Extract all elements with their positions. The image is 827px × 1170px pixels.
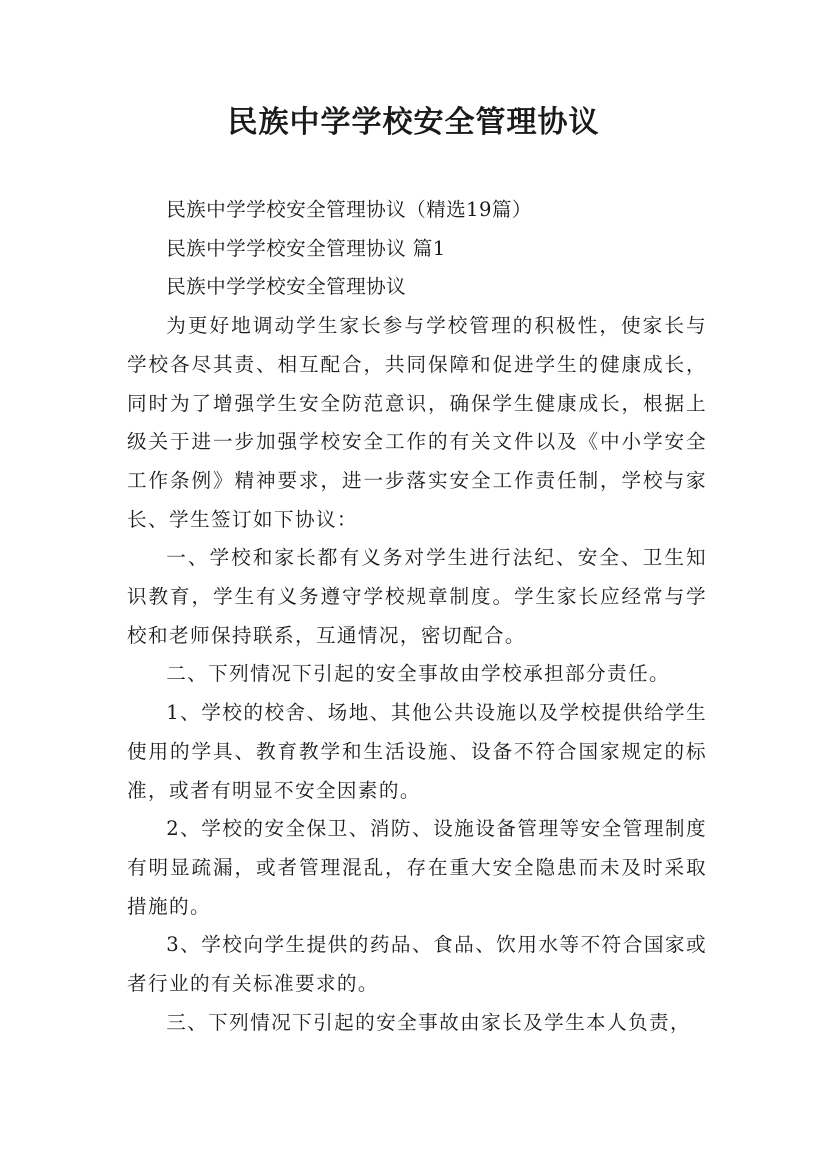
paragraph-clause-3: 三、下列情况下引起的安全事故由家长及学生本人负责， [166, 1010, 692, 1034]
paragraph-clause-2: 二、下列情况下引起的安全事故由学校承担部分责任。 [166, 662, 671, 686]
paragraph-agreement-name: 民族中学学校安全管理协议 [166, 275, 407, 299]
paragraph-clause-2-item-3: 3、学校向学生提供的药品、食品、饮用水等不符合国家或者行业的有关标准要求的。 [127, 933, 707, 996]
paragraph-clause-2-item-1: 1、学校的校舍、场地、其他公共设施以及学校提供给学生使用的学具、教育教学和生活设施、设备不符合国家规定的标准，或者有明显不安全因素的。 [127, 701, 707, 802]
paragraph-subtitle: 民族中学学校安全管理协议（精选19篇） [166, 198, 532, 221]
paragraph-clause-1: 一、学校和家长都有义务对学生进行法纪、安全、卫生知识教育，学生有义务遵守学校规章制度。学生家长应经常与学校和老师保持联系，互通情况，密切配合。 [127, 546, 707, 647]
paragraph-preamble: 为更好地调动学生家长参与学校管理的积极性，使家长与学校各尽其责、相互配合，共同保障和促进学生的健康成长，同时为了增强学生安全防范意识，确保学生健康成长，根据上级关于进一步加强学校安全工作的有关文件以及《中小学安全工作条例》精神要求，进一步落实安全工作责任制，学校与家长、学生签订如下协议： [127, 314, 707, 531]
document-title: 民族中学学校安全管理协议 [227, 105, 600, 140]
paragraph-section-heading: 民族中学学校安全管理协议 篇1 [166, 236, 446, 260]
paragraph-clause-2-item-2: 2、学校的安全保卫、消防、设施设备管理等安全管理制度有明显疏漏，或者管理混乱，存在重大安全隐患而未及时采取措施的。 [127, 817, 707, 918]
document-body [127, 191, 707, 1042]
